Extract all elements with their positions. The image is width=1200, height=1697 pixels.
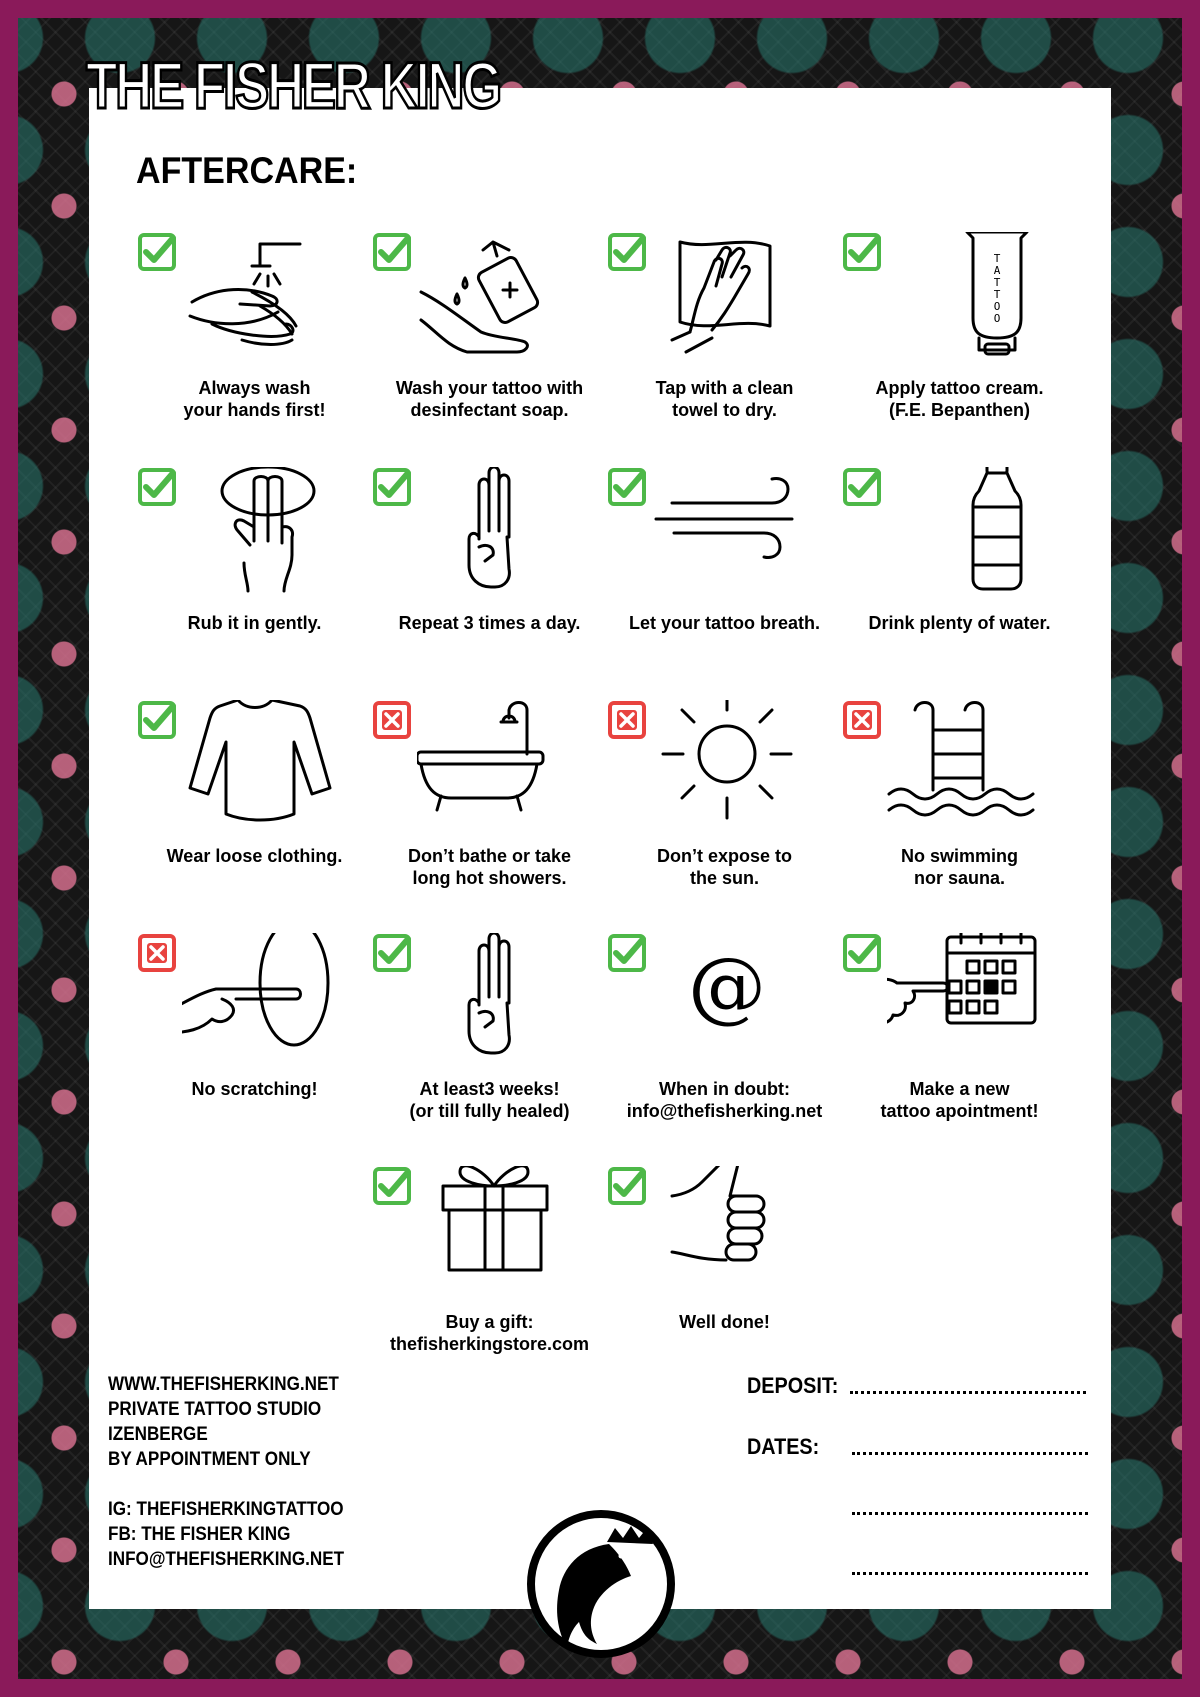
tile-repeat-three bbox=[372, 467, 607, 677]
appointment-text: BY APPOINTMENT ONLY bbox=[108, 1449, 311, 1470]
deposit-label: DEPOSIT: bbox=[747, 1373, 839, 1398]
tile-towel-dry bbox=[607, 232, 842, 442]
bathtub-icon bbox=[417, 700, 567, 840]
check-icon bbox=[137, 700, 177, 740]
soap-dispenser-icon bbox=[417, 232, 567, 372]
caption-line: desinfectant soap. bbox=[410, 400, 569, 420]
check-icon bbox=[372, 467, 412, 507]
three-fingers-icon bbox=[417, 933, 567, 1073]
tile-drink-water bbox=[842, 467, 1077, 677]
caption-line: Don’t bathe or take bbox=[407, 846, 572, 866]
svg-text:T: T bbox=[993, 276, 1001, 289]
deposit-line[interactable] bbox=[850, 1391, 1086, 1394]
caption-line: Buy a gift: bbox=[445, 1312, 534, 1332]
tile-rub-gently bbox=[137, 467, 372, 677]
facebook-text: FB: THE FISHER KING bbox=[108, 1524, 291, 1545]
check-icon bbox=[372, 1166, 412, 1206]
email-text: INFO@THEFISHERKING.NET bbox=[108, 1549, 345, 1570]
tile-three-weeks bbox=[372, 933, 607, 1143]
svg-text:O: O bbox=[993, 300, 1001, 313]
check-icon bbox=[607, 933, 647, 973]
caption-line: tattoo apointment! bbox=[880, 1101, 1039, 1121]
cross-icon bbox=[607, 700, 647, 740]
svg-text:O: O bbox=[993, 312, 1001, 325]
tile-well-done bbox=[607, 1166, 842, 1376]
brand-logo-text: THE FISHER KING bbox=[86, 48, 500, 122]
tube-label: T bbox=[993, 252, 1001, 265]
tile-no-scratching bbox=[137, 933, 372, 1143]
water-bottle-icon bbox=[887, 467, 1037, 607]
caption-line: No scratching! bbox=[191, 1079, 318, 1099]
caption-line: No swimming bbox=[900, 846, 1018, 866]
caption-line: the sun. bbox=[689, 868, 759, 888]
check-icon bbox=[607, 1166, 647, 1206]
check-icon bbox=[137, 467, 177, 507]
tile-no-swimming bbox=[842, 700, 1077, 910]
svg-text:A: A bbox=[993, 264, 1001, 277]
shirt-icon bbox=[182, 700, 332, 840]
cross-icon bbox=[372, 700, 412, 740]
check-icon bbox=[137, 232, 177, 272]
dates-line-2[interactable] bbox=[852, 1512, 1088, 1515]
check-icon bbox=[607, 232, 647, 272]
caption-line: Let your tattoo breath. bbox=[628, 613, 820, 633]
caption-line: When in doubt: bbox=[659, 1079, 790, 1099]
calendar-pointer-icon bbox=[887, 933, 1037, 1073]
check-icon bbox=[842, 232, 882, 272]
caption-line: info@thefisherking.net bbox=[626, 1101, 823, 1121]
caption-line: your hands first! bbox=[183, 400, 326, 420]
caption-line: Rub it in gently. bbox=[187, 613, 322, 633]
towel-icon bbox=[652, 232, 802, 372]
caption-line: Well done! bbox=[679, 1312, 770, 1332]
at-sign-icon bbox=[652, 933, 802, 1073]
location-text: IZENBERGE bbox=[108, 1424, 208, 1445]
dates-line-3[interactable] bbox=[852, 1572, 1088, 1575]
caption-line: Always wash bbox=[198, 378, 311, 398]
caption-line: Apply tattoo cream. bbox=[875, 378, 1044, 398]
tile-wash-tattoo bbox=[372, 232, 607, 442]
check-icon bbox=[842, 467, 882, 507]
caption-line: Drink plenty of water. bbox=[868, 613, 1051, 633]
tile-no-sun bbox=[607, 700, 842, 910]
caption-line: (or till fully healed) bbox=[409, 1101, 570, 1121]
caption-line: Make a new bbox=[909, 1079, 1010, 1099]
caption-line: long hot showers. bbox=[412, 868, 567, 888]
dates-label: DATES: bbox=[747, 1434, 820, 1459]
caption-line: towel to dry. bbox=[672, 400, 777, 420]
caption-line: Wash your tattoo with bbox=[395, 378, 584, 398]
wash-hands-icon bbox=[182, 232, 332, 372]
tile-no-bath bbox=[372, 700, 607, 910]
check-icon bbox=[842, 933, 882, 973]
tile-loose-clothing bbox=[137, 700, 372, 910]
pool-ladder-icon bbox=[887, 700, 1037, 840]
fish-crown-logo bbox=[525, 1508, 677, 1660]
at-symbol: @ bbox=[688, 942, 766, 1032]
caption-line: Repeat 3 times a day. bbox=[398, 613, 581, 633]
caption-line: thefisherkingstore.com bbox=[389, 1334, 590, 1354]
wind-icon bbox=[652, 467, 802, 607]
website-text: WWW.THEFISHERKING.NET bbox=[108, 1374, 339, 1395]
studio-contact-info bbox=[108, 1372, 344, 1572]
rub-fingers-icon bbox=[182, 467, 332, 607]
check-icon bbox=[372, 232, 412, 272]
caption-line: Wear loose clothing. bbox=[166, 846, 343, 866]
tile-let-breath bbox=[607, 467, 842, 677]
caption-line: Don’t expose to bbox=[656, 846, 792, 866]
sun-icon bbox=[652, 700, 802, 840]
check-icon bbox=[607, 467, 647, 507]
tile-new-appointment bbox=[842, 933, 1077, 1143]
cream-tube-icon bbox=[887, 232, 1037, 372]
tile-wash-hands bbox=[137, 232, 372, 442]
three-fingers-icon bbox=[417, 467, 567, 607]
tile-buy-gift bbox=[372, 1166, 607, 1376]
tile-when-in-doubt bbox=[607, 933, 842, 1143]
caption-line: nor sauna. bbox=[913, 868, 1006, 888]
instagram-text: IG: THEFISHERKINGTATTOO bbox=[108, 1499, 344, 1520]
cross-icon bbox=[842, 700, 882, 740]
page-title: AFTERCARE: bbox=[136, 150, 358, 191]
caption-line: Tap with a clean bbox=[655, 378, 794, 398]
caption-line: (F.E. Bepanthen) bbox=[888, 400, 1030, 420]
cross-icon bbox=[137, 933, 177, 973]
studio-text: PRIVATE TATTOO STUDIO bbox=[108, 1399, 322, 1420]
scratch-icon bbox=[182, 933, 332, 1073]
gift-icon bbox=[417, 1166, 567, 1306]
dates-line-1[interactable] bbox=[852, 1452, 1088, 1455]
caption-line: At least3 weeks! bbox=[419, 1079, 560, 1099]
thumbs-up-icon bbox=[652, 1166, 802, 1306]
check-icon bbox=[372, 933, 412, 973]
tile-apply-cream bbox=[842, 232, 1077, 442]
svg-text:T: T bbox=[993, 288, 1001, 301]
